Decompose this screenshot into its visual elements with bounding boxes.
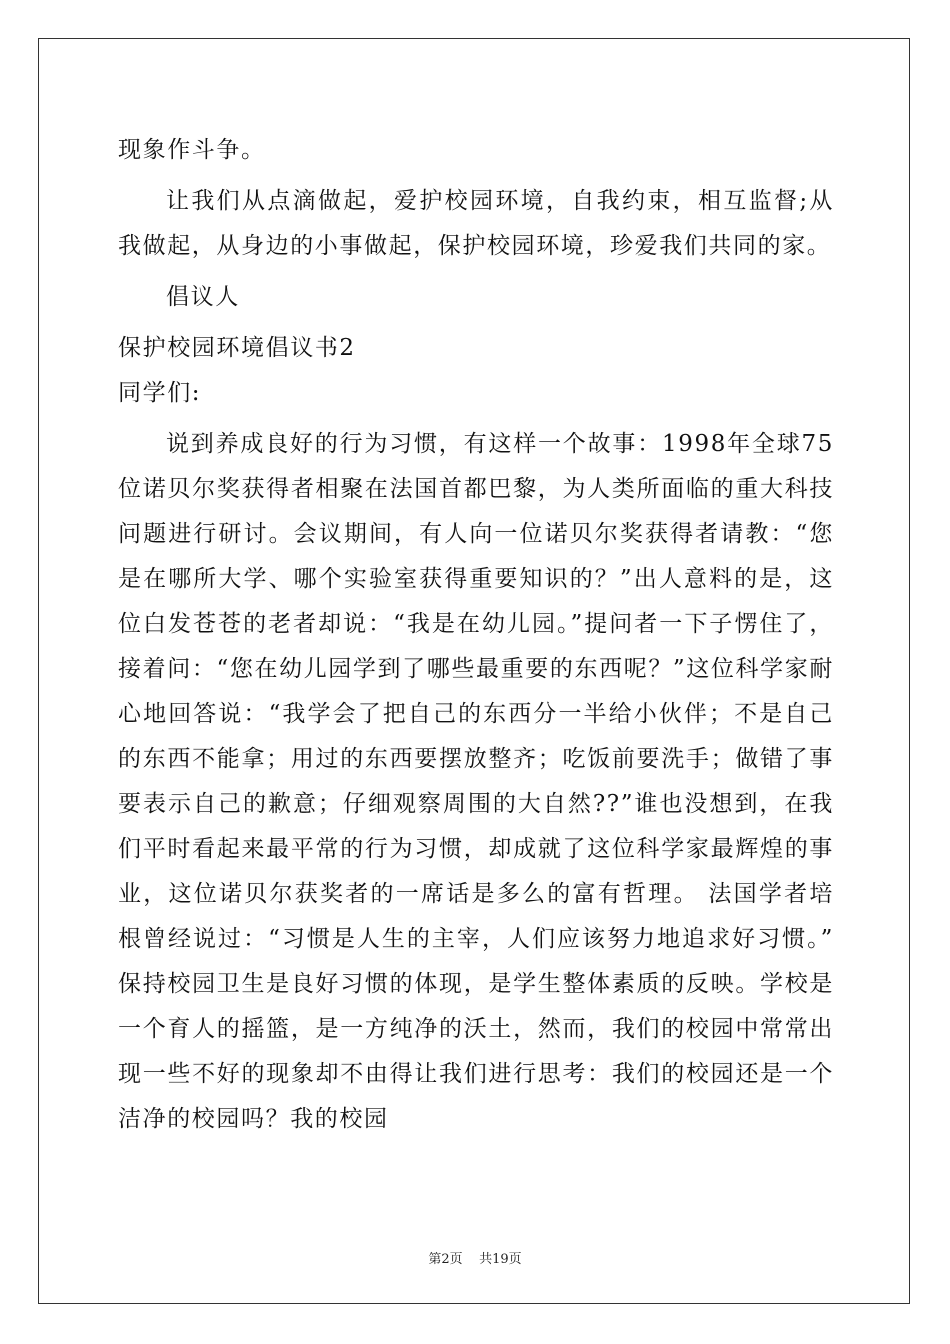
paragraph-1: 现象作斗争。 xyxy=(118,137,266,163)
paragraph-2: 让我们从点滴做起，爱护校园环境，自我约束，相互监督;从我做起，从身边的小事做起，保护校园环境，珍爱我们共同的家。 xyxy=(118,188,834,259)
paragraph-3: 倡议人 xyxy=(166,284,240,310)
salutation: 同学们: xyxy=(118,380,202,406)
page-number: 第2页 xyxy=(428,1252,463,1267)
document-body xyxy=(118,128,834,1142)
page-total: 共19页 xyxy=(479,1252,522,1267)
page-footer xyxy=(0,1248,950,1267)
section-title: 保护校园环境倡议书2 xyxy=(118,335,356,361)
paragraph-main: 说到养成良好的行为习惯，有这样一个故事：1998年全球75位诺贝尔奖获得者相聚在法国首都巴黎，为人类所面临的重大科技问题进行研讨。会议期间，有人向一位诺贝尔奖获得者请教：“您是在哪所大学、哪个实验室获得重要知识的？”出人意料的是，这位白发苍苍的老者却说：“我是在幼儿园。”提问者一下子愣住了，接着问：“您在幼儿园学到了哪些最重要的东西呢？”这位科学家耐心地回答说：“我学会了把自己的东西分一半给小伙伴；不是自己的东西不能拿；用过的东西要摆放整齐；吃饭前要洗手；做错了事要表示自己的歉意；仔细观察周围的大自然??”谁也没想到，在我们平时看起来最平常的行为习惯，却成就了这位科学家最辉煌的事业，这位诺贝尔获奖者的一席话是多么的富有哲理。 法国学者培根曾经说过：“习惯是人生的主宰，人们应该努力地追求好习惯。” 保持校园卫生是良好习惯的体现，是学生整体素质的反映。学校是一个育人的摇篮，是一方纯净的沃土，然而，我们的校园中常常出现一些不好的现象却不由得让我们进行思考：我们的校园还是一个洁净的校园吗？我的校园 xyxy=(118,431,834,1132)
